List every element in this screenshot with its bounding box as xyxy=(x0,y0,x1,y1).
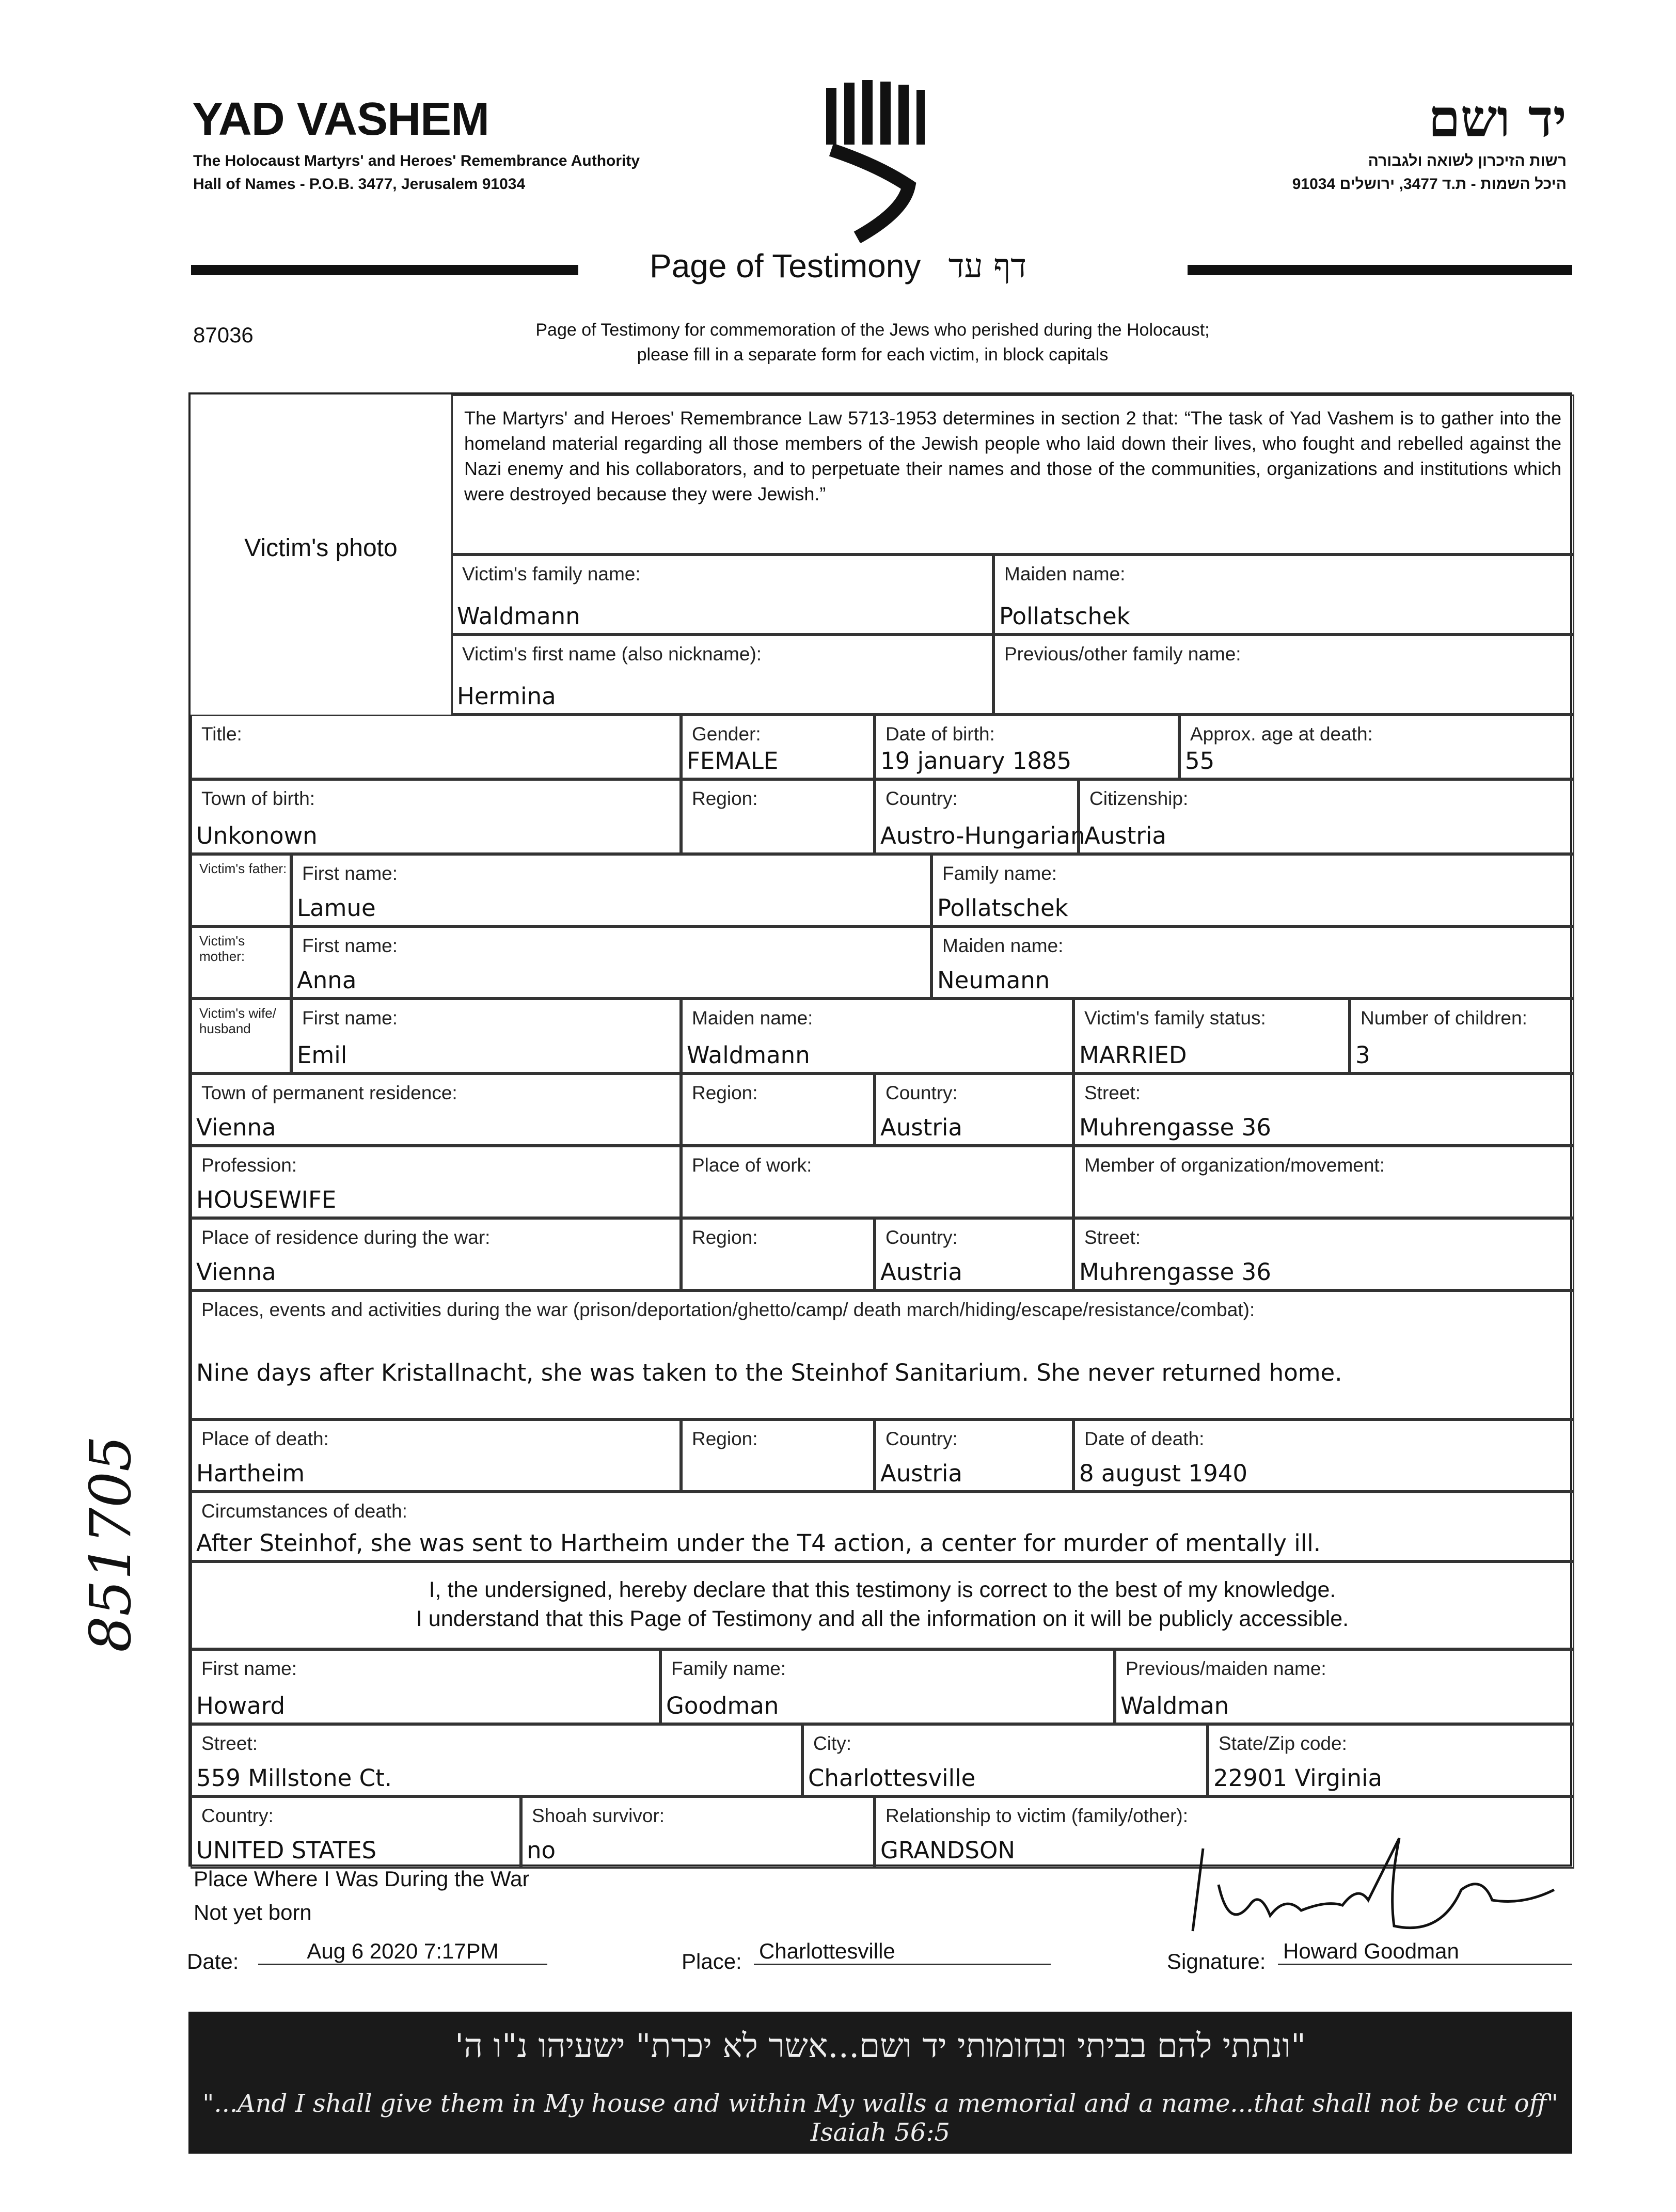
war-street-field[interactable]: Street: Muhrengasse 36 xyxy=(1073,1218,1574,1290)
organization-field[interactable]: Member of organization/movement: xyxy=(1073,1146,1574,1218)
org-address: Hall of Names - P.O.B. 3477, Jerusalem 91034 xyxy=(193,176,526,193)
birth-country-field[interactable]: Country: Austro-Hungarian xyxy=(875,779,1079,854)
yad-vashem-logo-icon xyxy=(821,77,929,243)
residence-country-field[interactable]: Country: Austria xyxy=(875,1073,1073,1146)
residence-town-field[interactable]: Town of permanent residence: Vienna xyxy=(191,1073,681,1146)
family-name-field[interactable]: Victim's family name: Waldmann xyxy=(451,555,993,635)
signature-field[interactable]: Howard Goodman xyxy=(1278,1939,1572,1965)
gender-field[interactable]: Gender: FEMALE xyxy=(681,715,875,779)
intro-text: Page of Testimony for commemoration of the Jews who perished during the Holocaust; please fill in a separate form for each victim, in block capitals xyxy=(535,320,1210,365)
page-title: Page of Testimony דף עד xyxy=(650,247,1026,286)
testimony-form xyxy=(188,392,1572,1867)
place-of-work-field[interactable]: Place of work: xyxy=(681,1146,1073,1218)
father-family-name-field[interactable]: Family name: Pollatschek xyxy=(931,854,1574,926)
place-of-death-field[interactable]: Place of death: Hartheim xyxy=(191,1419,681,1492)
war-residence-field[interactable]: Place of residence during the war: Vienna xyxy=(191,1218,681,1290)
spouse-first-name-field[interactable]: First name: Emil xyxy=(291,999,681,1073)
title-field[interactable]: Title: xyxy=(191,715,681,779)
form-number: 87036 xyxy=(193,323,254,347)
where-during-war-value[interactable]: Not yet born xyxy=(194,1900,312,1924)
mother-maiden-name-field[interactable]: Maiden name: Neumann xyxy=(931,926,1574,999)
war-country-field[interactable]: Country: Austria xyxy=(875,1218,1073,1290)
father-first-name-field[interactable]: First name: Lamue xyxy=(291,854,931,926)
submitter-street-field[interactable]: Street: 559 Millstone Ct. xyxy=(191,1724,802,1796)
spouse-maiden-name-field[interactable]: Maiden name: Waldmann xyxy=(681,999,1073,1073)
maiden-name-field[interactable]: Maiden name: Pollatschek xyxy=(993,555,1574,635)
war-region-field[interactable]: Region: xyxy=(681,1218,875,1290)
submitter-family-name-field[interactable]: Family name: Goodman xyxy=(660,1649,1115,1724)
footer-quote-band xyxy=(188,2012,1572,2154)
footer-english-quote: "...And I shall give them in My house and within My walls a memorial and a name...that shall not be cut off" Isaiah 56:5 xyxy=(202,2089,1558,2147)
spouse-side-label: Victim's wife/ husband xyxy=(191,999,291,1073)
date-label: Date: xyxy=(187,1949,239,1973)
circumstances-field[interactable]: Circumstances of death: After Steinhof, she was sent to Hartheim under the T4 action, a center for murder of mentally ill. xyxy=(191,1492,1574,1561)
hebrew-subtitle: רשות הזיכרון לשואה ולגבורה xyxy=(1368,152,1567,169)
photo-area: Victim's photo xyxy=(244,534,398,562)
father-side-label: Victim's father: xyxy=(191,854,291,926)
hebrew-org-name: יד ושם xyxy=(1428,88,1567,149)
submitter-state-field[interactable]: State/Zip code: 22901 Virginia xyxy=(1208,1724,1574,1796)
date-of-death-field[interactable]: Date of death: 8 august 1940 xyxy=(1073,1419,1574,1492)
date-of-birth-field[interactable]: Date of birth: 19 january 1885 xyxy=(875,715,1179,779)
place-field[interactable]: Charlottesville xyxy=(754,1939,1051,1965)
submitter-city-field[interactable]: City: Charlottesville xyxy=(802,1724,1208,1796)
war-events-field[interactable]: Places, events and activities during the war (prison/deportation/ghetto/camp/ death march/hiding/escape/resistance/combat): Nine days after Kristallnacht, she was taken to the Steinhof Sanitarium. She never returned home. xyxy=(191,1290,1574,1419)
margin-handwritten-number: 851705 xyxy=(77,1435,144,1652)
children-count-field[interactable]: Number of children: 3 xyxy=(1350,999,1574,1073)
town-of-birth-field[interactable]: Town of birth: Unkonown xyxy=(191,779,681,854)
hebrew-address: היכל השמות - ת.ד 3477, ירושלים 91034 xyxy=(1292,176,1567,193)
where-during-war-label: Place Where I Was During the War xyxy=(194,1867,530,1891)
residence-street-field[interactable]: Street: Muhrengasse 36 xyxy=(1073,1073,1574,1146)
date-field[interactable]: Aug 6 2020 7:17PM xyxy=(258,1939,547,1965)
death-country-field[interactable]: Country: Austria xyxy=(875,1419,1073,1492)
age-at-death-field[interactable]: Approx. age at death: 55 xyxy=(1179,715,1574,779)
death-region-field[interactable]: Region: xyxy=(681,1419,875,1492)
handwritten-signature-icon xyxy=(1172,1828,1564,1947)
previous-name-field[interactable]: Previous/other family name: xyxy=(993,635,1574,715)
law-text-box: The Martyrs' and Heroes' Remembrance Law 5713-1953 determines in section 2 that: “The task of Yad Vashem is to gather into the homeland material regarding all those members of the Jewish people who laid down their lives, who fought and rebelled against the Nazi enemy and his collaborators, and to perpetuate their names and those of the communities, organizations and institutions which were destroyed because they were Jewish.” xyxy=(451,394,1574,555)
first-name-field[interactable]: Victim's first name (also nickname): Hermina xyxy=(451,635,993,715)
citizenship-field[interactable]: Citizenship: Austria xyxy=(1079,779,1574,854)
residence-region-field[interactable]: Region: xyxy=(681,1073,875,1146)
org-name: YAD VASHEM xyxy=(192,93,489,145)
submitter-first-name-field[interactable]: First name: Howard xyxy=(191,1649,660,1724)
relationship-field[interactable]: Relationship to victim (family/other): GRANDSON xyxy=(875,1796,1574,1869)
shoah-survivor-field[interactable]: Shoah survivor: no xyxy=(521,1796,875,1869)
mother-first-name-field[interactable]: First name: Anna xyxy=(291,926,931,999)
submitter-previous-name-field[interactable]: Previous/maiden name: Waldman xyxy=(1115,1649,1574,1724)
mother-side-label: Victim's mother: xyxy=(191,926,291,999)
submitter-country-field[interactable]: Country: UNITED STATES xyxy=(191,1796,521,1869)
place-label: Place: xyxy=(682,1949,742,1973)
family-status-field[interactable]: Victim's family status: MARRIED xyxy=(1073,999,1350,1073)
declaration: I, the undersigned, hereby declare that this testimony is correct to the best of my knowledge. I understand that this Page of Testimony and all the information on it will be publicly accessible. xyxy=(191,1561,1574,1649)
footer-hebrew-quote: "ונתתי להם בביתי ובחומותי יד ושם...אשר לא יכרת" ישעיהו נ"ו ה' xyxy=(454,2027,1306,2065)
signature-label: Signature: xyxy=(1167,1949,1266,1973)
birth-region-field[interactable]: Region: xyxy=(681,779,875,854)
profession-field[interactable]: Profession: HOUSEWIFE xyxy=(191,1146,681,1218)
org-subtitle: The Holocaust Martyrs' and Heroes' Remembrance Authority xyxy=(193,152,640,169)
